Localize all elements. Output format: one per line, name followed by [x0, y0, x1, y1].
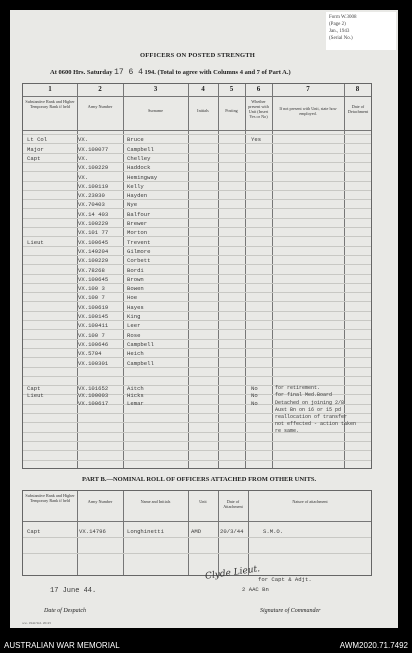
officer-surname: Campbell	[127, 340, 154, 348]
officer-number: VX.101652	[78, 385, 109, 393]
officer-surname: Hicks	[127, 392, 144, 400]
officer-employed: Aust Bn on 16 or 15 pd	[275, 406, 342, 413]
column-number: 7	[306, 85, 310, 93]
header-divider	[23, 521, 371, 522]
form-title: OFFICERS ON POSTED STRENGTH	[140, 52, 256, 59]
officer-rank: Major	[27, 145, 44, 153]
officer-number: VX.100301	[78, 359, 109, 367]
partb-nature: S.M.O.	[263, 528, 284, 535]
officer-number: VX.100229	[78, 164, 109, 172]
row-rule	[23, 264, 371, 265]
partb-rank: Capt	[27, 528, 41, 535]
column-divider	[188, 84, 189, 468]
officer-number: VX.	[78, 136, 89, 144]
officer-rank: Lieut	[27, 238, 44, 246]
form-tag-line: Form W.3008	[329, 15, 357, 20]
partb-header-nature: Nature of attachment	[292, 499, 328, 504]
despatch-label: Date of Despatch	[44, 608, 86, 614]
row-rule	[23, 199, 371, 200]
officer-rank: Capt	[27, 154, 41, 162]
column-divider	[218, 84, 219, 468]
row-rule	[23, 348, 371, 349]
officer-present: No	[251, 385, 258, 393]
header-present: Whether present with Unit (Insert Yes or No)	[248, 99, 269, 119]
row-rule	[23, 301, 371, 302]
officer-number: VX.100 7	[78, 294, 105, 302]
row-rule	[23, 134, 371, 135]
officer-surname: Aitch	[127, 385, 144, 393]
signature-line-2: 2 AAC Bn	[242, 586, 269, 593]
partb-date: 20/3/44	[220, 528, 244, 535]
row-rule	[23, 357, 371, 358]
part-b-title: PART B.—NOMINAL ROLL OF OFFICERS ATTACHED FROM OTHER UNITS.	[82, 476, 317, 483]
row-rule	[23, 208, 371, 209]
row-rule	[23, 255, 371, 256]
subtitle-suffix: . (Total to agree with Columns 4 and 7 of Part A.)	[154, 69, 291, 76]
partb-header-rank: Substantive Rank and Higher Temporary Rank if held	[25, 493, 75, 503]
officer-number: VX.100645	[78, 238, 109, 246]
officer-number: VX.100411	[78, 322, 109, 330]
officer-employed: re same.	[275, 428, 300, 435]
row-rule	[23, 227, 371, 228]
column-number: 2	[98, 85, 102, 93]
officer-number: VX.100 7	[78, 331, 105, 339]
signature-label: Signature of Commander	[260, 608, 321, 614]
despatch-date: 17 June 44.	[50, 587, 97, 595]
row-rule	[23, 236, 371, 237]
row-rule	[23, 320, 371, 321]
officer-number: VX.23030	[78, 192, 105, 200]
officer-surname: Haddock	[127, 164, 151, 172]
officer-number: VX.	[78, 173, 89, 181]
officer-surname: Brewer	[127, 220, 148, 227]
officer-employed: not effected - action taken	[275, 421, 357, 428]
column-divider	[77, 491, 78, 575]
row-rule	[23, 246, 371, 247]
officer-employed: reallocation of transfer	[275, 413, 348, 420]
form-tag-line: (Page 2)	[329, 22, 346, 27]
officer-number: VX.100077	[78, 145, 109, 153]
partb-name: Longhinetti	[127, 528, 164, 535]
subtitle-prefix: At 0600 Hrs. Saturday	[50, 69, 113, 76]
column-divider	[245, 84, 246, 468]
officer-surname: Nye	[127, 201, 138, 209]
partb-header-number: Army Number	[87, 499, 113, 504]
column-divider	[272, 84, 273, 468]
partb-header-date: Date of Attachment	[223, 499, 243, 509]
officer-number: VX.70403	[78, 201, 105, 209]
officer-surname: King	[127, 313, 141, 320]
officer-surname: Gilmore	[127, 247, 151, 255]
officer-surname: Campbell	[127, 359, 154, 367]
officer-present: Yes	[251, 136, 262, 144]
header-posting: Posting	[225, 108, 238, 113]
caption-institution: AUSTRALIAN WAR MEMORIAL	[4, 641, 120, 650]
column-number: 1	[48, 85, 52, 93]
officers-table	[22, 83, 372, 469]
officer-surname: Campbell	[127, 145, 154, 153]
officer-number: VX.78268	[78, 266, 105, 274]
row-rule	[23, 171, 371, 172]
officer-surname: Leer	[127, 322, 141, 330]
header-initials: Initials	[197, 108, 209, 113]
officer-surname: Lemar	[127, 399, 144, 407]
document-sheet	[10, 10, 398, 628]
row-rule	[23, 339, 371, 340]
row-rule	[23, 274, 371, 275]
officer-surname: Hayes	[127, 303, 144, 311]
column-divider	[123, 491, 124, 575]
form-subtitle	[50, 68, 291, 77]
officer-number: VX.100145	[78, 313, 109, 320]
officer-surname: Corbett	[127, 257, 151, 265]
partb-number: VX.14796	[79, 528, 106, 535]
officer-surname: Rose	[127, 331, 141, 339]
form-tag-line: (Serial No.)	[329, 36, 353, 41]
officer-number: VX.100645	[78, 275, 109, 283]
officer-surname: Chelley	[127, 154, 151, 162]
row-rule	[23, 292, 371, 293]
officer-rank: Lt Col	[27, 136, 48, 144]
officer-number: VX.100646	[78, 340, 109, 348]
row-rule	[23, 181, 371, 182]
row-rule	[23, 553, 371, 554]
officer-surname: Bruce	[127, 136, 144, 144]
officer-number: VX.100119	[78, 182, 109, 190]
header-rank: Substantive Rank and Higher Temporary Rank if held	[25, 99, 75, 109]
officer-employed: Detached on joining 2/8	[275, 399, 345, 406]
row-rule	[23, 450, 371, 451]
signature-line-1: for Capt & Adjt.	[258, 576, 312, 583]
officer-number: VX.100619	[78, 303, 109, 311]
header-employment: If not present with Unit, state how employed.	[279, 106, 337, 116]
attached-officers-table	[22, 490, 372, 576]
row-rule	[23, 218, 371, 219]
officer-employed: for retirement.	[275, 385, 321, 392]
column-divider	[123, 84, 124, 468]
officer-number: VX.100 3	[78, 285, 105, 293]
officer-surname: Morton	[127, 229, 148, 237]
header-army-number: Army Number	[87, 104, 113, 109]
caption-accession: AWM2020.71.7492	[339, 641, 408, 650]
row-rule	[23, 460, 371, 461]
officer-number: VX.100617	[78, 399, 109, 407]
officer-surname: Bowen	[127, 285, 144, 293]
header-surname: Surname	[148, 108, 163, 113]
header-detachment-date: Date of Detachment	[347, 104, 369, 114]
partb-unit: AMD	[191, 528, 202, 535]
officer-surname: Heich	[127, 350, 144, 358]
row-rule	[23, 537, 371, 538]
officer-surname: Balfour	[127, 210, 151, 218]
subtitle-date: 17 6 4	[114, 68, 143, 77]
officer-number: VX.101 77	[78, 229, 109, 237]
officer-surname: Bordi	[127, 266, 144, 274]
row-rule	[23, 153, 371, 154]
officer-number: VX.100229	[78, 220, 109, 227]
officer-surname: Kelly	[127, 182, 144, 190]
partb-header-name: Name and Initials	[140, 499, 171, 504]
row-rule	[23, 283, 371, 284]
row-rule	[23, 329, 371, 330]
column-number: 8	[355, 85, 360, 93]
row-rule	[23, 432, 371, 433]
row-rule	[23, 190, 371, 191]
officer-number: VX.149204	[78, 247, 109, 255]
row-rule	[23, 162, 371, 163]
form-tag-line: Jan., 1943	[329, 29, 350, 34]
form-reference-box	[326, 12, 396, 50]
column-divider	[344, 84, 345, 468]
row-rule	[23, 376, 371, 377]
officer-surname: Hayden	[127, 192, 148, 200]
column-divider	[248, 491, 249, 575]
officer-surname: Brown	[127, 275, 144, 283]
officer-employed: for final Med.Board	[275, 392, 333, 399]
handwritten-signature: Clyde Lieut.	[204, 564, 261, 582]
officer-surname: Hemingway	[127, 173, 158, 181]
column-header-row	[23, 96, 371, 131]
row-rule	[23, 441, 371, 442]
row-rule	[23, 367, 371, 368]
officer-rank: Capt	[27, 385, 41, 393]
column-number: 6	[256, 85, 261, 93]
subtitle-year: 194	[144, 69, 155, 76]
column-number: 3	[153, 85, 158, 93]
officer-number: VX.5704	[78, 350, 102, 358]
column-number: 5	[229, 85, 234, 93]
officer-surname: Hoe	[127, 294, 138, 302]
officer-number: VX.100229	[78, 257, 109, 265]
officer-present: No	[251, 399, 258, 407]
officer-surname: Trevent	[127, 238, 151, 246]
row-rule	[23, 311, 371, 312]
officer-rank: Lieut	[27, 392, 44, 400]
column-number: 4	[201, 85, 205, 93]
officer-number: VX.100003	[78, 392, 109, 400]
officer-number: VX.	[78, 154, 89, 162]
printer-note: a.w. 1944 Std. 20/43	[22, 621, 51, 625]
officer-present: No	[251, 392, 258, 400]
partb-header-unit: Unit	[199, 499, 207, 504]
officer-number: VX.14 403	[78, 210, 109, 218]
row-rule	[23, 143, 371, 144]
